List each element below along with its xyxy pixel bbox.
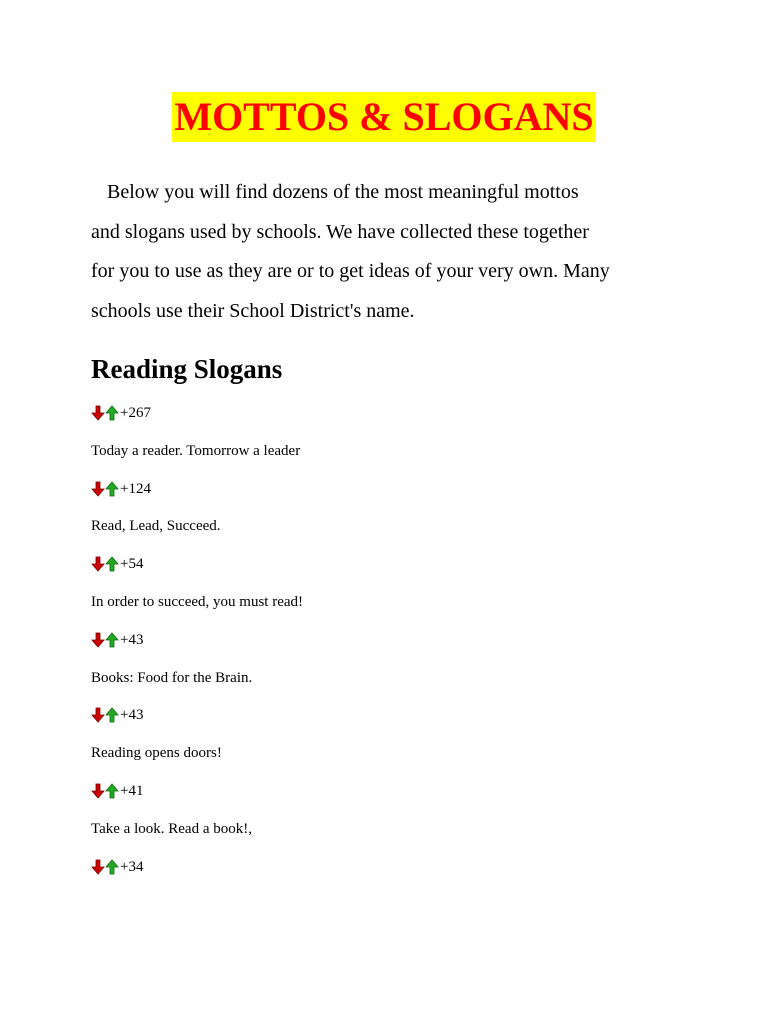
vote-row: [91, 629, 691, 651]
vote-row: [91, 553, 691, 575]
slogan-text: Read, Lead, Succeed.: [91, 518, 221, 535]
down-arrow-icon[interactable]: [91, 783, 105, 799]
section-heading: Reading Slogans: [91, 354, 283, 384]
vote-row: [91, 478, 691, 500]
vote-score: +34: [120, 858, 144, 875]
intro-line: Below you will find dozens of the most meaningful mottos: [107, 181, 579, 203]
vote-row: [91, 402, 691, 424]
vote-score: +267: [120, 405, 151, 421]
page-title: MOTTOS & SLOGANS: [172, 92, 595, 142]
up-arrow-icon[interactable]: [105, 481, 119, 497]
up-arrow-icon[interactable]: [105, 632, 119, 648]
up-arrow-icon[interactable]: [105, 707, 119, 723]
vote-row: [91, 856, 691, 878]
down-arrow-icon[interactable]: [91, 632, 105, 648]
vote-score: +43: [120, 707, 144, 724]
up-arrow-icon[interactable]: [105, 556, 119, 572]
down-arrow-icon[interactable]: [91, 556, 105, 572]
slogan-text: Reading opens doors!: [91, 745, 222, 762]
slogan-list: [91, 402, 691, 878]
title-wrapper: [0, 92, 768, 142]
intro-paragraph: [91, 173, 691, 331]
vote-row: [91, 704, 691, 726]
down-arrow-icon[interactable]: [91, 405, 105, 421]
down-arrow-icon[interactable]: [91, 481, 105, 497]
vote-row: [91, 780, 691, 802]
intro-line: schools use their School District's name.: [91, 299, 415, 322]
vote-score: +43: [120, 631, 144, 648]
vote-score: +54: [120, 556, 144, 573]
up-arrow-icon[interactable]: [105, 783, 119, 799]
up-arrow-icon[interactable]: [105, 859, 119, 875]
vote-score: +124: [120, 480, 151, 497]
slogan-text: Take a look. Read a book!,: [91, 820, 252, 837]
down-arrow-icon[interactable]: [91, 707, 105, 723]
slogan-text: Today a reader. Tomorrow a leader: [91, 442, 301, 459]
down-arrow-icon[interactable]: [91, 859, 105, 875]
slogan-text: In order to succeed, you must read!: [91, 593, 304, 610]
intro-line: for you to use as they are or to get ideas of your very own. Many: [91, 260, 610, 282]
up-arrow-icon[interactable]: [105, 405, 119, 421]
slogan-text: Books: Food for the Brain.: [91, 669, 253, 686]
vote-score: +41: [120, 782, 144, 799]
intro-line: and slogans used by schools. We have collected these together: [91, 220, 589, 243]
